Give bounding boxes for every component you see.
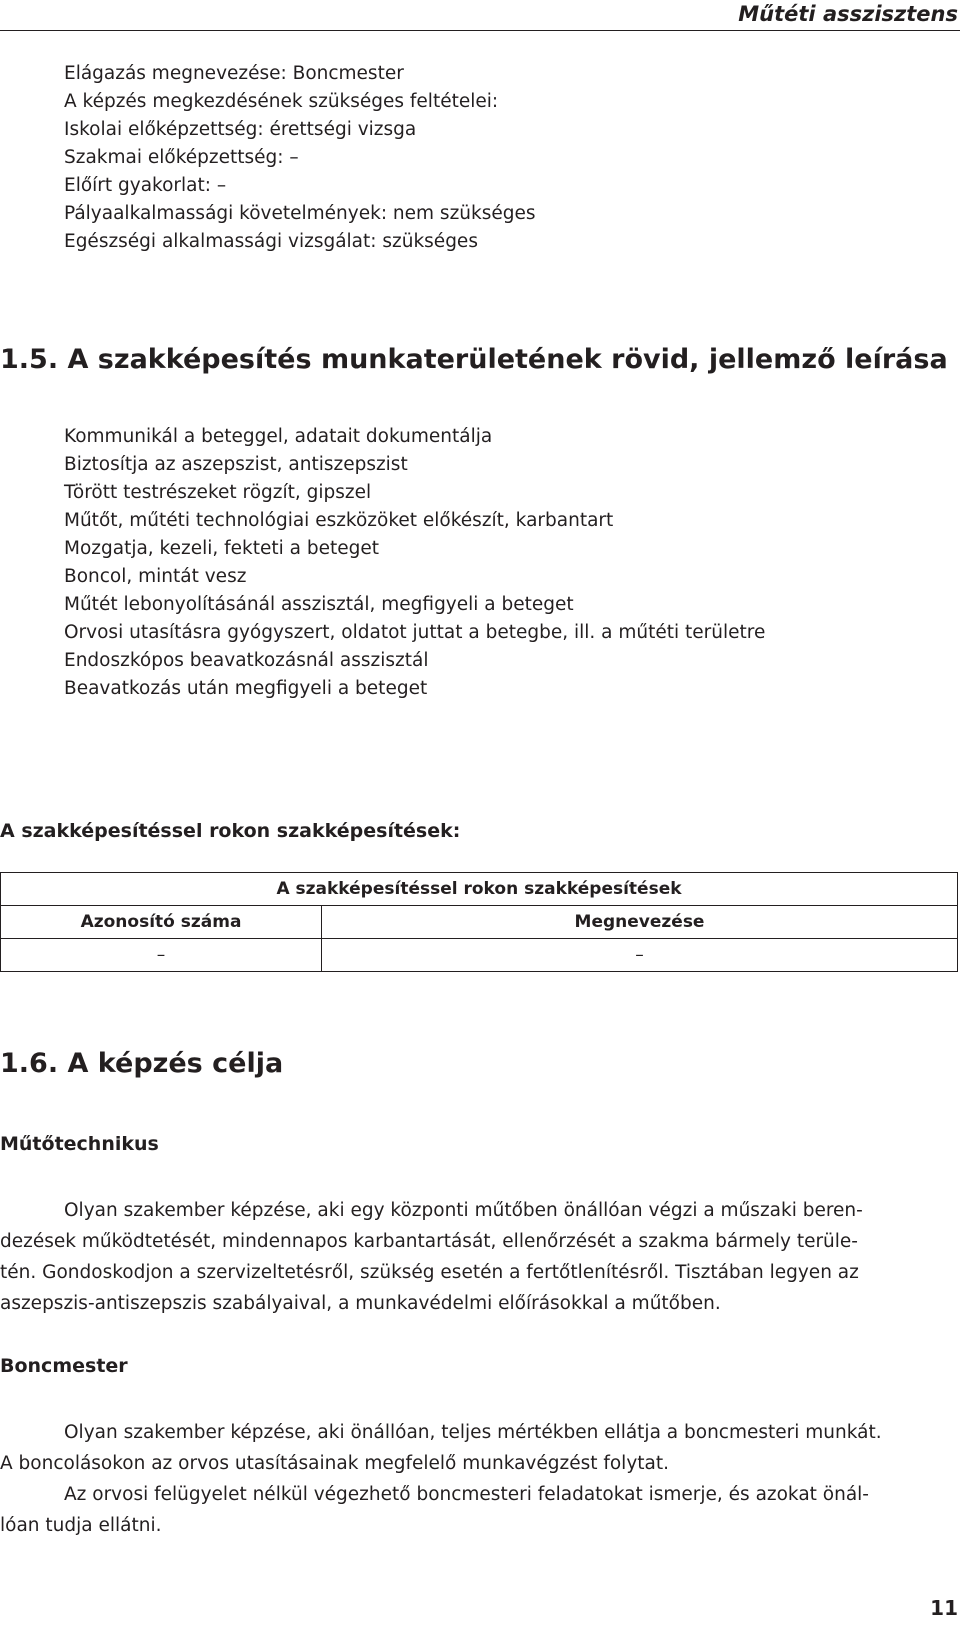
- table-row: [1, 939, 958, 972]
- paragraph-line: Olyan szakember képzése, aki egy központi műtőben önállóan végzi a műszaki beren-: [64, 1200, 863, 1221]
- paragraph-line: Az orvosi felügyelet nélkül végezhető boncmesteri feladatokat ismerje, és azokat önál-: [64, 1484, 869, 1505]
- list-item: Endoszkópos beavatkozásnál asszisztál: [64, 650, 429, 671]
- list-item: Pályaalkalmassági követelmények: nem szükséges: [64, 203, 536, 224]
- mutotechnikus-paragraph: [0, 1195, 958, 1319]
- section-1-5-heading: 1.5. A szakképesítés munkaterületének rövid, jellemző leírása: [0, 344, 948, 375]
- paragraph-line: A boncolásokon az orvos utasításainak megfelelő munkavégzést folytat.: [0, 1453, 669, 1474]
- list-item: Kommunikál a beteggel, adatait dokumentálja: [64, 426, 493, 447]
- paragraph-line: Olyan szakember képzése, aki önállóan, teljes mértékben ellátja a boncmesteri munkát.: [64, 1422, 882, 1443]
- work-area-list: [64, 423, 765, 703]
- table-cell: –: [322, 939, 958, 972]
- paragraph-line: dezések működtetését, mindennapos karbantartását, ellenőrzését a szakma bármely terüle-: [0, 1231, 858, 1252]
- page-number: 11: [930, 1596, 958, 1620]
- list-item: Műtét lebonyolításánál asszisztál, megfigyeli a beteget: [64, 594, 574, 615]
- list-item: Törött testrészeket rögzít, gipszel: [64, 482, 372, 503]
- section-1-6-heading: 1.6. A képzés célja: [0, 1048, 284, 1079]
- boncmester-subheading: Boncmester: [0, 1355, 128, 1377]
- list-item: Biztosítja az aszepszist, antiszepszist: [64, 454, 408, 475]
- list-item: Mozgatja, kezeli, fekteti a beteget: [64, 538, 380, 559]
- paragraph-line: tén. Gondoskodjon a szervizeltetésről, szükség esetén a fertőtlenítésről. Tisztában legyen az: [0, 1262, 859, 1283]
- column-header-name: Megnevezése: [322, 906, 958, 939]
- related-qualifications-heading: A szakképesítéssel rokon szakképesítések:: [0, 820, 461, 842]
- list-item: A képzés megkezdésének szükséges feltételei:: [64, 91, 499, 112]
- list-item: Beavatkozás után megfigyeli a beteget: [64, 678, 428, 699]
- list-item: Műtőt, műtéti technológiai eszközöket előkészít, karbantart: [64, 510, 614, 531]
- boncmester-paragraph: [0, 1417, 958, 1541]
- running-header-title: Műtéti asszisztens: [738, 2, 958, 26]
- table-cell: –: [1, 939, 322, 972]
- list-item: Orvosi utasításra gyógyszert, oldatot juttat a betegbe, ill. a műtéti területre: [64, 622, 766, 643]
- list-item: Előírt gyakorlat: –: [64, 175, 227, 196]
- paragraph-line: aszepszis-antiszepszis szabályaival, a munkavédelmi előírásokkal a műtőben.: [0, 1293, 721, 1314]
- list-item: Boncol, mintát vesz: [64, 566, 247, 587]
- list-item: Elágazás megnevezése: Boncmester: [64, 63, 404, 84]
- related-qualifications-table: [0, 872, 958, 972]
- mutotechnikus-subheading: Műtőtechnikus: [0, 1133, 159, 1155]
- branch-info-list: [64, 60, 536, 256]
- list-item: Szakmai előképzettség: –: [64, 147, 299, 168]
- list-item: Egészségi alkalmassági vizsgálat: szükséges: [64, 231, 478, 252]
- paragraph-line: lóan tudja ellátni.: [0, 1515, 162, 1536]
- column-header-id: Azonosító száma: [1, 906, 322, 939]
- header-rule: [0, 30, 960, 31]
- list-item: Iskolai előképzettség: érettségi vizsga: [64, 119, 417, 140]
- table-caption: A szakképesítéssel rokon szakképesítések: [1, 873, 958, 906]
